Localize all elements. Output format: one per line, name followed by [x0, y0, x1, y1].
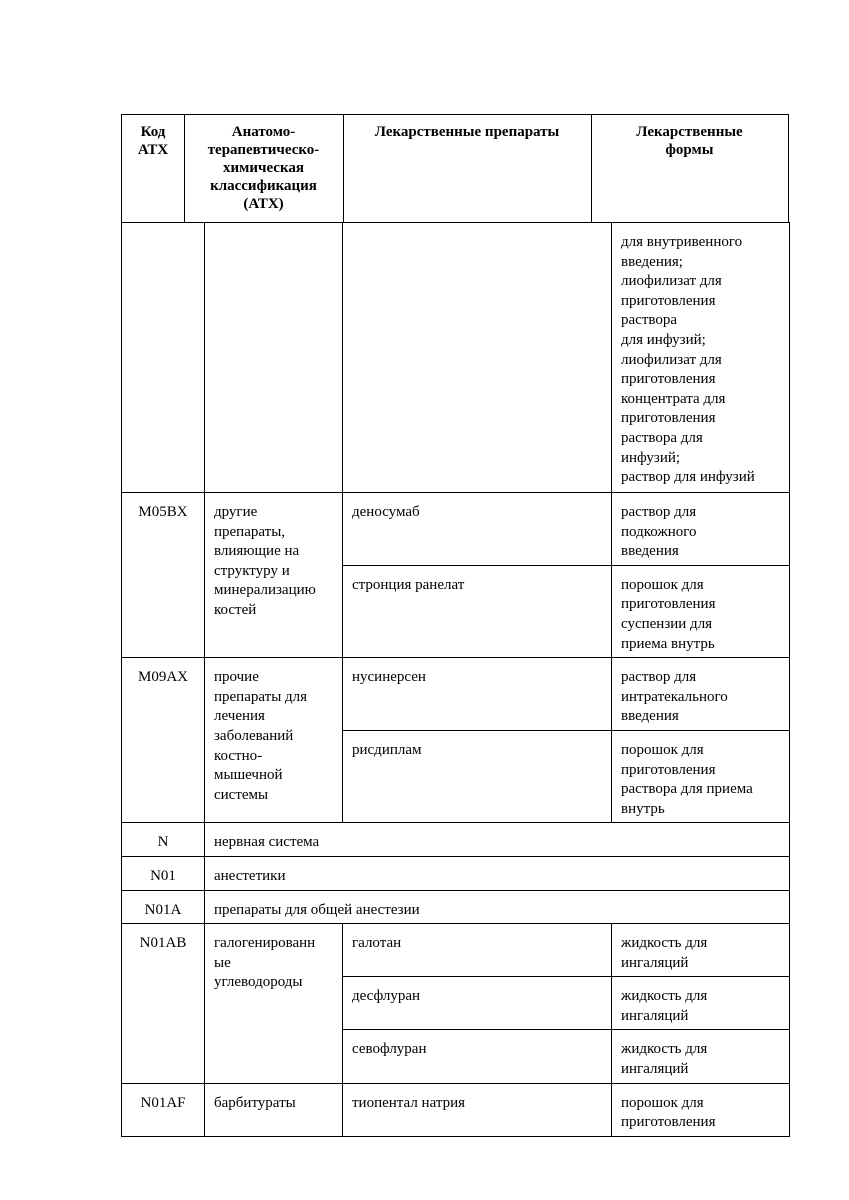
cell-form: порошок для приготовления [612, 1083, 790, 1136]
cell-code: N [122, 823, 205, 857]
cell-drug: рисдиплам [343, 730, 612, 822]
header-code: Код АТХ [137, 124, 169, 158]
cell-drug: галотан [343, 924, 612, 977]
cell-code: N01A [122, 890, 205, 924]
cell-code [122, 223, 205, 493]
cell-atx [205, 223, 343, 493]
table-row [122, 924, 790, 977]
drug-table [121, 222, 790, 1137]
cell-drug: стронция ранелат [343, 565, 612, 657]
cell-form: порошок для приготовления суспензии для приема внутрь [612, 565, 790, 657]
cell-drug [343, 223, 612, 493]
cell-atx: нервная система [205, 823, 790, 857]
table-row [122, 890, 790, 924]
cell-form: раствор для подкожного введения [612, 493, 790, 566]
table-row [122, 823, 790, 857]
cell-form: порошок для приготовления раствора для приема внутрь [612, 730, 790, 822]
table-row [122, 1083, 790, 1136]
header-atx-classification: Анатомо- терапевтическо- химическая классификация (АТХ) [207, 124, 320, 212]
cell-code: N01 [122, 856, 205, 890]
cell-code: M05BX [122, 493, 205, 658]
header-forms: Лекарственные формы [636, 124, 743, 158]
table-row [122, 658, 790, 731]
cell-atx: анестетики [205, 856, 790, 890]
cell-atx: другие препараты, влияющие на структуру и минерализацию костей [205, 493, 343, 658]
table-row [122, 856, 790, 890]
cell-form: жидкость для ингаляций [612, 1030, 790, 1083]
cell-form: жидкость для ингаляций [612, 977, 790, 1030]
cell-drug: деносумаб [343, 493, 612, 566]
cell-atx: препараты для общей анестезии [205, 890, 790, 924]
cell-atx: прочие препараты для лечения заболеваний костно- мышечной системы [205, 658, 343, 823]
cell-code: N01AB [122, 924, 205, 1084]
cell-drug: тиопентал натрия [343, 1083, 612, 1136]
cell-code: N01AF [122, 1083, 205, 1136]
cell-form: жидкость для ингаляций [612, 924, 790, 977]
cell-drug: севофлуран [343, 1030, 612, 1083]
cell-atx: галогенированн ые углеводороды [205, 924, 343, 1084]
table-row [122, 493, 790, 566]
cell-form: для внутривенного введения; лиофилизат для приготовления раствора для инфузий; лиофилизат для приготовления концентрата для приготовления раствора для инфузий; раствор для инфузий [612, 223, 790, 493]
table-header [121, 114, 789, 223]
table-row [122, 223, 790, 493]
cell-drug: нусинерсен [343, 658, 612, 731]
cell-code: M09AX [122, 658, 205, 823]
header-drugs: Лекарственные препараты [374, 124, 560, 140]
cell-form: раствор для интратекального введения [612, 658, 790, 731]
cell-drug: десфлуран [343, 977, 612, 1030]
cell-atx: барбитураты [205, 1083, 343, 1136]
